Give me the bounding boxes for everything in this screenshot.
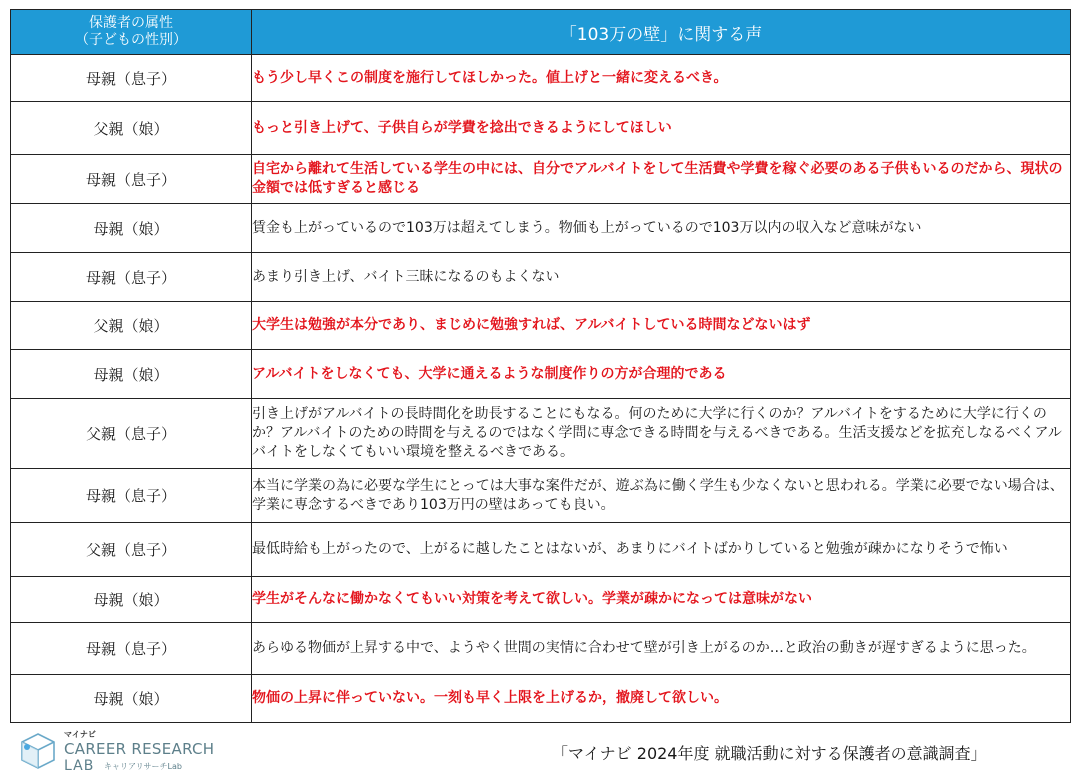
row-attribute: 母親（息子） [11,155,252,204]
row-attribute: 母親（娘） [11,577,252,623]
table-row [11,623,1071,675]
row-voice: もっと引き上げて、子供自らが学費を捻出できるようにしてほしい [252,102,1071,155]
header-attribute-line2: （子どもの性別） [75,32,187,48]
table-row [11,55,1071,102]
table-row [11,523,1071,577]
table-row [11,253,1071,302]
row-attribute: 母親（息子） [11,253,252,302]
row-voice: 賃金も上がっているので103万は超えてしまう。物価も上がっているので103万以内の収入など意味がない [252,204,1071,253]
row-attribute: 母親（息子） [11,55,252,102]
header-attribute-line1: 保護者の属性 [89,15,173,31]
row-voice: 最低時給も上がったので、上がるに越したことはないが、あまりにバイトばかりしていると勉強が疎かになりそうで怖い [252,523,1071,577]
row-voice: 学生がそんなに働かなくてもいい対策を考えて欲しい。学業が疎かになっては意味がない [252,577,1071,623]
row-attribute: 母親（娘） [11,350,252,399]
cube-logo-icon [18,731,58,771]
table-row [11,675,1071,723]
logo-lab: LAB [64,758,95,774]
row-voice: 自宅から離れて生活している学生の中には、自分でアルバイトをして生活費や学費を稼ぐ必要のある子供もいるのだから、現状の金額では低すぎると感じる [252,155,1071,204]
row-attribute: 父親（息子） [11,399,252,469]
table-row [11,302,1071,350]
table-row [11,399,1071,469]
row-attribute: 母親（息子） [11,623,252,675]
row-voice: あまり引き上げ、バイト三昧になるのもよくない [252,253,1071,302]
voices-table [10,9,1071,723]
row-attribute: 父親（娘） [11,302,252,350]
row-voice: 大学生は勉強が本分であり、まじめに勉強すれば、アルバイトしている時間などないはず [252,302,1071,350]
header-attribute [11,10,252,55]
header-voice: 「103万の壁」に関する声 [252,10,1071,55]
career-research-lab-logo [18,729,218,775]
table-row [11,155,1071,204]
row-attribute: 母親（息子） [11,469,252,523]
row-voice: 引き上げがアルバイトの長時間化を助長することにもなる。何のために大学に行くのか？アルバイトをするために大学に行くのか？アルバイトのための時間を与えるのではなく学問に専念できる時間を与えるべきである。生活支援などを拡充しなるべくアルバイトをしなくてもいい環境を整えるべきである。 [252,399,1071,469]
logo-kana: キャリアリサーチLab [104,762,182,771]
row-voice: あらゆる物価が上昇する中で、ようやく世間の実情に合わせて壁が引き上がるのか…と政治の動きが遅すぎるように思った。 [252,623,1071,675]
table-header-row [11,10,1071,55]
table-row [11,469,1071,523]
row-voice: もう少し早くこの制度を施行してほしかった。値上げと一緒に変えるべき。 [252,55,1071,102]
row-voice: アルバイトをしなくても、大学に通えるような制度作りの方が合理的である [252,350,1071,399]
table-row [11,204,1071,253]
table-row [11,102,1071,155]
table-row [11,350,1071,399]
row-attribute: 父親（息子） [11,523,252,577]
logo-career-research: CAREER RESEARCH [64,740,215,758]
row-voice: 物価の上昇に伴っていない。一刻も早く上限を上げるか，撤廃して欲しい。 [252,675,1071,723]
row-voice: 本当に学業の為に必要な学生にとっては大事な案件だが、遊ぶ為に働く学生も少なくないと思われる。学業に必要でない場合は、学業に専念するべきであり103万円の壁はあっても良い。 [252,469,1071,523]
row-attribute: 母親（娘） [11,675,252,723]
source-note: 「マイナビ 2024年度 就職活動に対する保護者の意識調査」 [552,744,987,763]
logo-mynavi: マイナビ [64,730,96,739]
table-row [11,577,1071,623]
row-attribute: 母親（娘） [11,204,252,253]
row-attribute: 父親（娘） [11,102,252,155]
